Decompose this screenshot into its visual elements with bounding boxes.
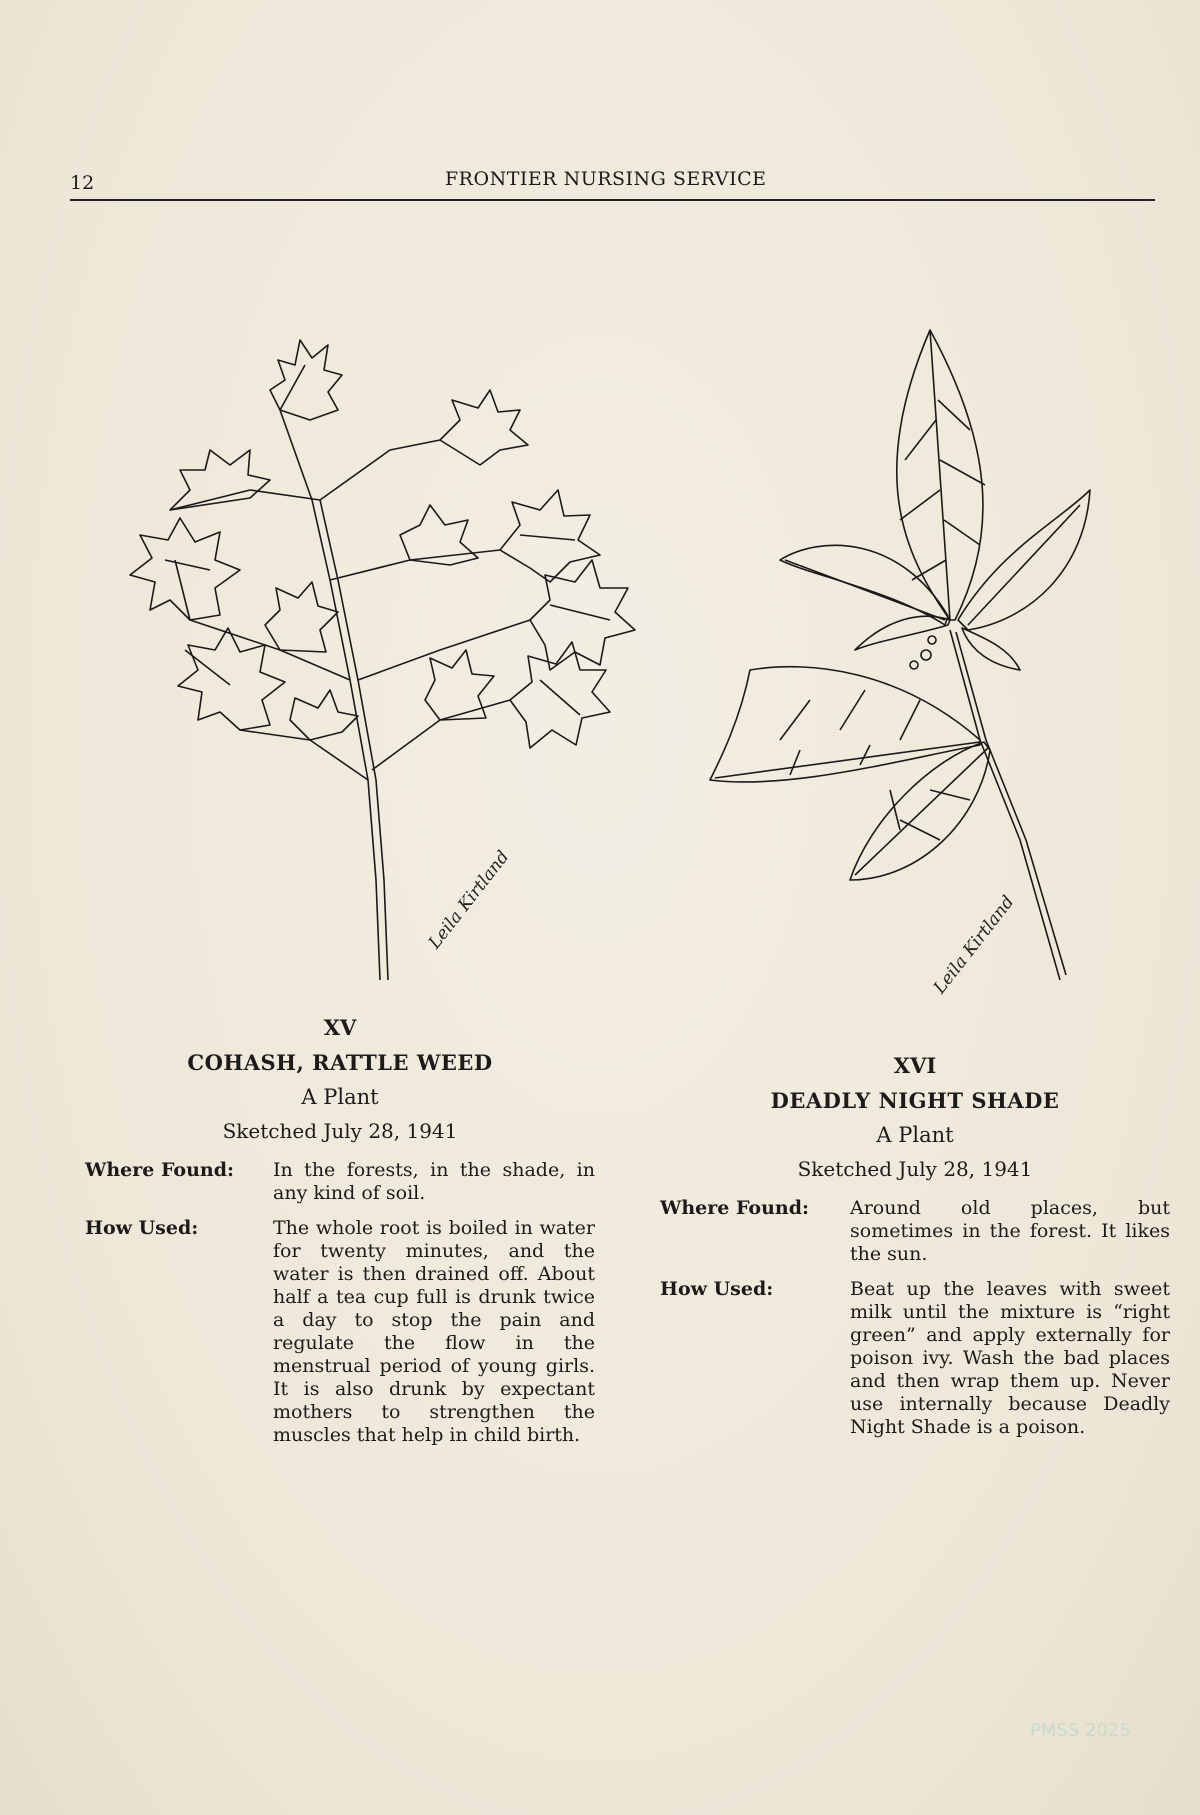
plant-name: DEADLY NIGHT SHADE: [770, 1088, 1060, 1113]
how-used-label: How Used:: [660, 1278, 774, 1300]
how-used-row: [85, 1217, 595, 1447]
cohash-signature: Leila Kirtland: [424, 847, 514, 953]
entry-numeral: XV: [323, 1015, 357, 1040]
entry-numeral: XVI: [893, 1053, 937, 1078]
how-used-label: How Used:: [85, 1217, 199, 1239]
cohash-drawing: [80, 320, 640, 990]
where-found-text: In the forests, in the shade, in any kind of soil.: [273, 1159, 595, 1204]
running-head: [70, 168, 1155, 204]
sketch-date: Sketched July 28, 1941: [222, 1119, 458, 1143]
journal-title: FRONTIER NURSING SERVICE: [445, 168, 767, 190]
plant-name: COHASH, RATTLE WEED: [187, 1050, 493, 1075]
how-used-text: Beat up the leaves with sweet milk until the mixture is “right green” and apply externally for poison ivy. Wash the bad places and then wrap them up. Never use internally because Deadly Night Shade is a poison.: [850, 1278, 1170, 1438]
night-shade-signature: Leila Kirtland: [929, 892, 1019, 998]
where-found-row: [660, 1197, 1170, 1266]
sketch-date: Sketched July 28, 1941: [797, 1157, 1033, 1181]
where-found-text: Around old places, but sometimes in the forest. It likes the sun.: [850, 1197, 1170, 1265]
plant-kind: A Plant: [876, 1123, 954, 1147]
where-found-label: Where Found:: [85, 1159, 235, 1181]
header-rule: [70, 199, 1155, 201]
night-shade-drawing: [700, 320, 1120, 990]
plant-kind: A Plant: [301, 1085, 379, 1109]
entry-cohash: [85, 1015, 595, 1459]
how-used-row: [660, 1278, 1170, 1439]
archive-watermark: PMSS 2025: [1030, 1720, 1131, 1741]
where-found-label: Where Found:: [660, 1197, 810, 1219]
how-used-text: The whole root is boiled in water for twenty minutes, and the water is then drained off. About half a tea cup full is drunk twice a day to stop the pain and regulate the flow in the menstrual period of young girls. It is also drunk by expectant mothers to strengthen the muscles that help in child birth.: [273, 1217, 595, 1446]
where-found-row: [85, 1159, 595, 1205]
page-number: 12: [70, 172, 95, 194]
entry-night-shade: [660, 1053, 1170, 1451]
